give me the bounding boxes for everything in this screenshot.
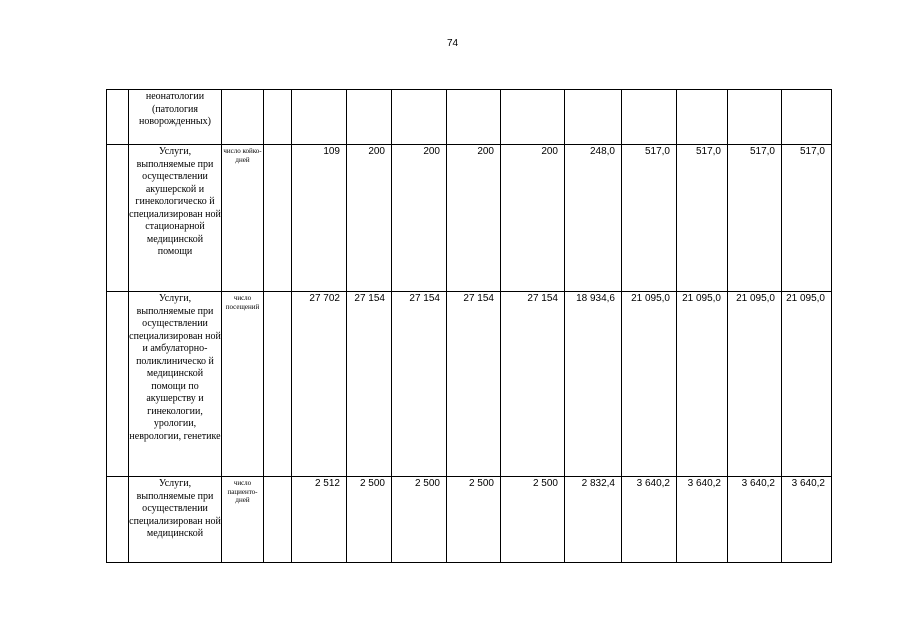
empty-cell [264, 292, 292, 477]
value-cell [292, 90, 347, 145]
row-number-cell [107, 292, 129, 477]
value-cell: 517,0 [782, 145, 832, 292]
value-cell [501, 90, 565, 145]
value-cell: 200 [392, 145, 447, 292]
value-cell: 2 500 [392, 477, 447, 563]
data-table [106, 89, 832, 563]
value-cell: 2 832,4 [565, 477, 622, 563]
row-number-cell [107, 90, 129, 145]
value-cell: 517,0 [728, 145, 782, 292]
value-cell: 200 [501, 145, 565, 292]
unit-cell: число койко-дней [222, 145, 264, 292]
value-cell: 200 [347, 145, 392, 292]
value-cell [622, 90, 677, 145]
empty-cell [264, 145, 292, 292]
value-cell [392, 90, 447, 145]
value-cell [447, 90, 501, 145]
value-cell [728, 90, 782, 145]
value-cell: 21 095,0 [728, 292, 782, 477]
row-number-cell [107, 145, 129, 292]
value-cell: 2 500 [501, 477, 565, 563]
table-row [107, 90, 832, 145]
service-name-cell: Услуги, выполняемые при осуществлении специализирован ной и амбулаторно-поликлиническо й медицинской помощи по акушерству и гинекологии, урологии, неврологии, генетике [129, 292, 222, 477]
value-cell: 3 640,2 [677, 477, 728, 563]
unit-cell [222, 90, 264, 145]
value-cell: 2 500 [347, 477, 392, 563]
empty-cell [264, 477, 292, 563]
service-name-cell: Услуги, выполняемые при осуществлении акушерской и гинекологическо й специализирован ной стационарной медицинской помощи [129, 145, 222, 292]
service-name-cell: неонатологии (патология новорожденных) [129, 90, 222, 145]
service-name-cell: Услуги, выполняемые при осуществлении специализирован ной медицинской [129, 477, 222, 563]
row-number-cell [107, 477, 129, 563]
value-cell: 27 154 [447, 292, 501, 477]
value-cell: 27 154 [501, 292, 565, 477]
value-cell: 27 154 [392, 292, 447, 477]
value-cell: 27 702 [292, 292, 347, 477]
unit-cell: число пациенто-дней [222, 477, 264, 563]
value-cell: 3 640,2 [728, 477, 782, 563]
value-cell: 517,0 [677, 145, 728, 292]
table-row [107, 477, 832, 563]
value-cell: 248,0 [565, 145, 622, 292]
unit-cell: число посещений [222, 292, 264, 477]
value-cell: 21 095,0 [677, 292, 728, 477]
value-cell: 109 [292, 145, 347, 292]
value-cell: 18 934,6 [565, 292, 622, 477]
value-cell [565, 90, 622, 145]
value-cell [677, 90, 728, 145]
page-number: 74 [446, 38, 459, 49]
value-cell: 27 154 [347, 292, 392, 477]
empty-cell [264, 90, 292, 145]
value-cell: 3 640,2 [622, 477, 677, 563]
value-cell [782, 90, 832, 145]
value-cell: 2 500 [447, 477, 501, 563]
table-row [107, 292, 832, 477]
value-cell: 3 640,2 [782, 477, 832, 563]
value-cell: 200 [447, 145, 501, 292]
table-row [107, 145, 832, 292]
value-cell: 21 095,0 [782, 292, 832, 477]
value-cell: 517,0 [622, 145, 677, 292]
value-cell: 21 095,0 [622, 292, 677, 477]
value-cell: 2 512 [292, 477, 347, 563]
value-cell [347, 90, 392, 145]
